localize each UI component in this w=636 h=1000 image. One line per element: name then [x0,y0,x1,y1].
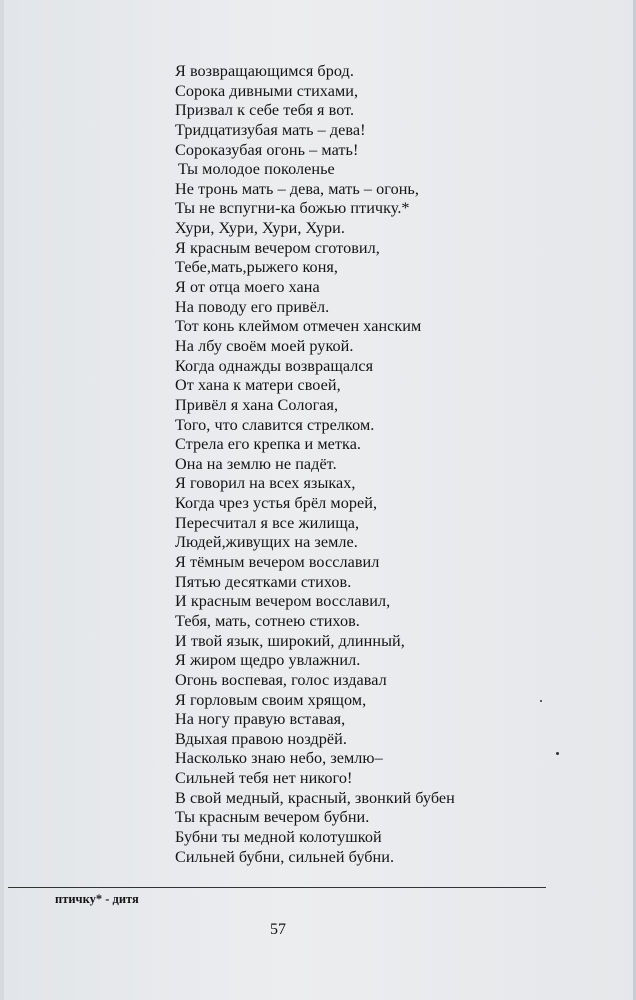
poem-line: Ты молодое поколенье [178,160,335,179]
poem-line: Бубни ты медной колотушкой [175,827,382,846]
poem-line: Тебя, мать, сотнею стихов. [175,611,360,630]
scan-speck [540,700,542,702]
scan-speck [556,752,559,755]
poem-line: Я возвращающимся брод. [175,62,354,80]
poem-line: Сорока дивными стихами, [175,81,359,100]
poem-line: Ты не вспугни-ка божью птичку.* [175,199,410,218]
poem-line: Насколько знаю небо, землю– [175,749,383,768]
poem-line: Людей,живущих на земле. [175,533,358,552]
poem-line: Когда чрез устья брёл морей, [175,494,378,513]
poem-line: Тридцатизубая мать – дева! [175,120,366,139]
scan-edge-left [0,0,4,1000]
poem-line: И твой язык, широкий, длинный, [175,631,405,650]
poem-line: Того, что славится стрелком. [175,415,375,434]
poem-line: Я красным вечером сготовил, [175,238,380,257]
poem-text [175,62,595,867]
poem-line: На поводу его привёл. [175,297,330,316]
poem-line: Огонь воспевая, голос издавал [175,670,387,689]
poem-line: Призвал к себе тебя я вот. [175,101,355,120]
poem-line: От хана к матери своей, [175,376,341,395]
poem-line: Стрела его крепка и метка. [175,435,362,454]
poem-line: Я тёмным вечером восславил [175,553,380,572]
poem-line: Я говорил на всех языках, [175,474,356,493]
footnote: птичку* - дитя [55,892,139,906]
poem-line: Вдыхая правою ноздрёй. [175,729,347,748]
poem-line: Сильней бубни, сильней бубни. [175,847,395,866]
poem-line: Она на землю не падёт. [175,454,337,473]
footnote-divider [8,887,546,888]
page-number: 57 [270,921,286,938]
poem-line: Когда однажды возвращался [175,356,374,375]
poem-line: Не тронь мать – дева, мать – огонь, [175,179,419,198]
poem-line: Хури, Хури, Хури, Хури. [175,219,345,238]
poem-line: Пересчитал я все жилища, [175,513,360,532]
poem-line: Я горловым своим хрящом, [175,690,367,709]
poem-line: Сороказубая огонь – мать! [175,140,359,159]
poem-line: И красным вечером восславил, [175,592,391,611]
poem-line: На ногу правую вставая, [175,710,346,729]
poem-line: Пятью десятками стихов. [175,572,352,591]
poem-line: Ты красным вечером бубни. [175,808,370,827]
poem-line: В свой медный, красный, звонкий бубен [175,788,455,807]
poem-line: Тебе,мать,рыжего коня, [175,258,339,277]
poem-line: На лбу своём моей рукой. [175,336,354,355]
poem-line: Я жиром щедро увлажнил. [175,651,361,670]
poem-line: Сильней тебя нет никого! [175,769,353,788]
poem-line: Тот конь клеймом отмечен ханским [175,317,422,336]
poem-line: Я от отца моего хана [175,278,320,297]
poem-line: Привёл я хана Сологая, [175,395,339,414]
